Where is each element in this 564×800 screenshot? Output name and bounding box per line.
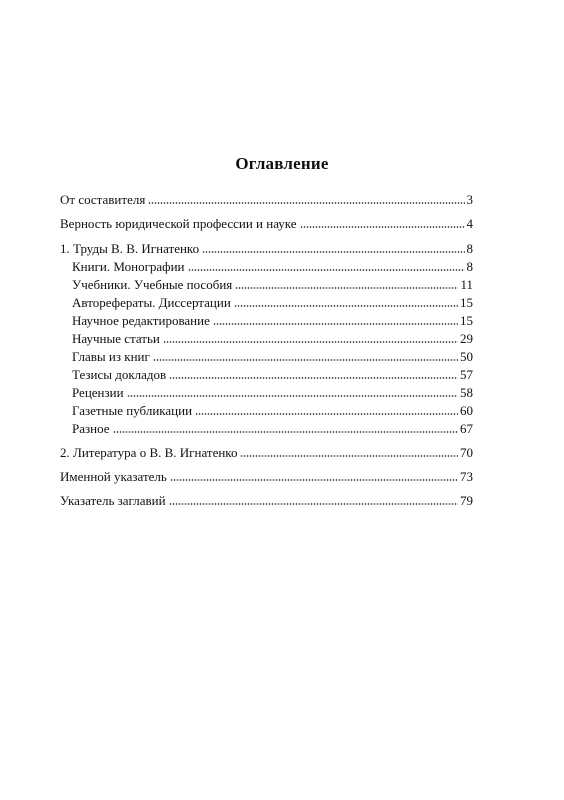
toc-entry-page: 4 bbox=[466, 216, 473, 231]
toc-entry-page: 60 bbox=[460, 403, 473, 418]
toc-dot-leader bbox=[240, 454, 458, 458]
toc-dot-leader bbox=[188, 268, 465, 272]
toc-entry-label: От составителя bbox=[60, 192, 146, 207]
toc-dot-leader bbox=[148, 201, 464, 205]
toc-section-entry bbox=[60, 444, 473, 461]
toc-entry-page: 29 bbox=[460, 331, 473, 346]
toc-entry-page: 15 bbox=[460, 295, 473, 310]
toc-entry-label: Книги. Монографии bbox=[72, 259, 185, 274]
toc-entry-page: 57 bbox=[460, 367, 473, 382]
toc-entry-label: Главы из книг bbox=[72, 349, 150, 364]
toc-entry bbox=[60, 215, 473, 232]
toc-subentry bbox=[72, 294, 473, 311]
toc-entry-page: 8 bbox=[466, 241, 473, 256]
toc-dot-leader bbox=[300, 225, 465, 229]
toc-dot-leader bbox=[202, 250, 464, 254]
toc-title: Оглавление bbox=[235, 154, 329, 173]
toc-dot-leader bbox=[153, 358, 458, 362]
toc-subentry bbox=[72, 258, 473, 275]
toc-subentry bbox=[72, 384, 473, 401]
toc-entry-label: Научные статьи bbox=[72, 331, 160, 346]
toc-entry-page: 58 bbox=[460, 385, 473, 400]
toc-subentry bbox=[72, 276, 473, 293]
toc-entry-page: 70 bbox=[460, 445, 473, 460]
toc-subentry bbox=[72, 402, 473, 419]
toc-dot-leader bbox=[170, 478, 458, 482]
toc-entry-label: 1. Труды В. В. Игнатенко bbox=[60, 241, 200, 256]
toc-entry-label: Тезисы докладов bbox=[72, 367, 167, 382]
toc-entry-label: Научное редактирование bbox=[72, 313, 210, 328]
toc-entry-label: Именной указатель bbox=[60, 469, 167, 484]
toc-dot-leader bbox=[235, 286, 458, 290]
toc-entry bbox=[60, 191, 473, 208]
toc-dot-leader bbox=[163, 340, 458, 344]
toc-section-entry bbox=[60, 240, 473, 257]
toc-subentry bbox=[72, 348, 473, 365]
toc-entry-page: 15 bbox=[460, 313, 473, 328]
toc-subentry bbox=[72, 330, 473, 347]
toc-subentry bbox=[72, 366, 473, 383]
toc-entry-label: Газетные публикации bbox=[72, 403, 193, 418]
toc-dot-leader bbox=[169, 502, 458, 506]
toc-dot-leader bbox=[195, 412, 458, 416]
toc-entry-label: Верность юридической профессии и науке bbox=[60, 216, 297, 231]
toc-entry bbox=[60, 468, 473, 485]
toc-dot-leader bbox=[127, 394, 458, 398]
toc-entry-page: 3 bbox=[466, 192, 473, 207]
toc-entry-label: Авторефераты. Диссертации bbox=[72, 295, 231, 310]
toc-entry-page: 79 bbox=[460, 493, 473, 508]
toc-entry-page: 67 bbox=[460, 421, 473, 436]
toc-entry-page: 73 bbox=[460, 469, 473, 484]
toc-entry-label: Учебники. Учебные пособия bbox=[72, 277, 233, 292]
toc-entry-label: Разное bbox=[72, 421, 110, 436]
toc-entry-page: 50 bbox=[460, 349, 473, 364]
toc-entry-page: 11 bbox=[460, 277, 473, 292]
toc-dot-leader bbox=[234, 304, 458, 308]
toc-dot-leader bbox=[213, 322, 458, 326]
toc-subentry bbox=[72, 420, 473, 437]
toc-entry-label: 2. Литература о В. В. Игнатенко bbox=[60, 445, 238, 460]
toc-dot-leader bbox=[113, 430, 458, 434]
toc-subentry bbox=[72, 312, 473, 329]
table-of-contents bbox=[60, 0, 473, 800]
toc-entry bbox=[60, 492, 473, 509]
toc-dot-leader bbox=[169, 376, 458, 380]
toc-entry-page: 8 bbox=[466, 259, 473, 274]
toc-entry-label: Указатель заглавий bbox=[60, 493, 166, 508]
toc-entry-label: Рецензии bbox=[72, 385, 124, 400]
